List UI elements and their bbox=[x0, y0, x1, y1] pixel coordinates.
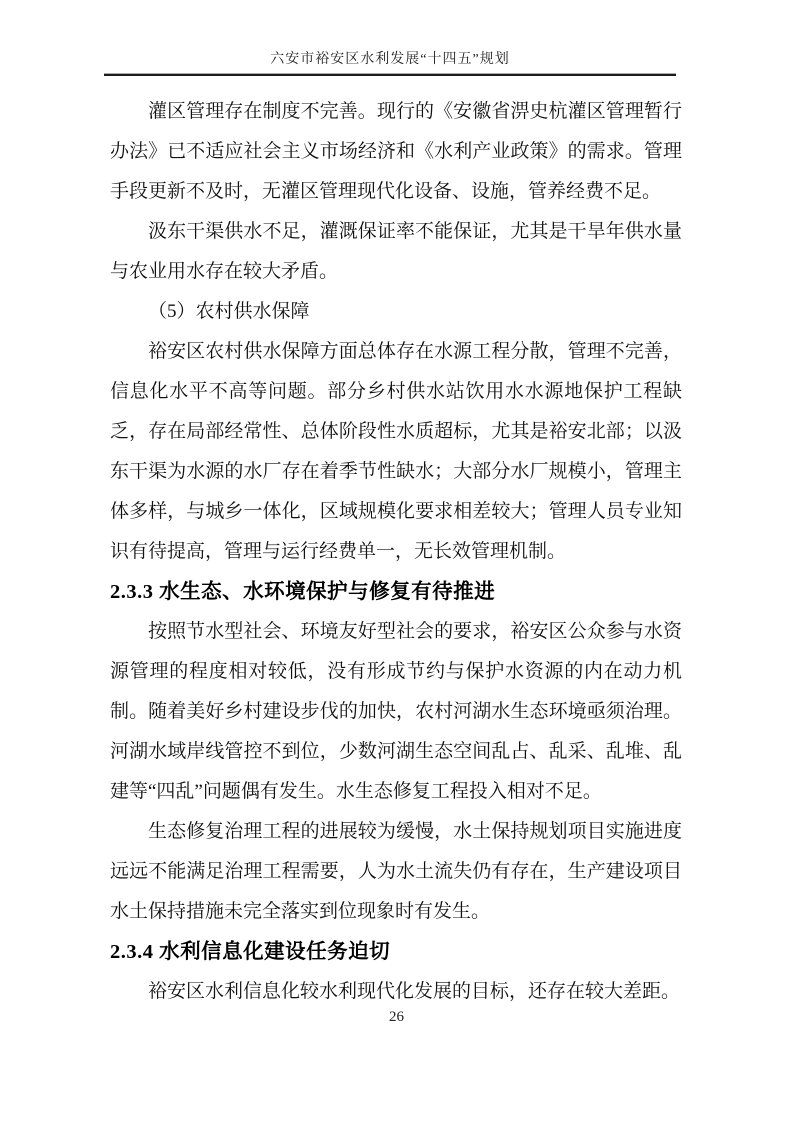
paragraph-rural-water-issues: 裕安区农村供水保障方面总体存在水源工程分散，管理不完善，信息化水平不高等问题。部分乡村供水站饮用水水源地保护工程缺乏，存在局部经常性、总体阶段性水质超标，尤其是裕安北部；以汲东干渠为水源的水厂存在着季节性缺水；大部分水厂规模小，管理主体多样，与城乡一体化，区域规模化要求相差较大；管理人员专业知识有待提高，管理与运行经费单一，无长效管理机制。 bbox=[110, 341, 682, 562]
paragraph-irrigation-management: 灌区管理存在制度不完善。现行的《安徽省淠史杭灌区管理暂行办法》已不适应社会主义市场经济和《水利产业政策》的需求。管理手段更新不及时，无灌区管理现代化设备、设施，管养经费不足。 bbox=[110, 101, 682, 202]
paragraph-water-informatization: 裕安区水利信息化较水利现代化发展的目标，还存在较大差距。 bbox=[148, 981, 681, 1002]
page-header bbox=[104, 48, 676, 76]
section-heading-2-3-4: 2.3.4 水利信息化建设任务迫切 bbox=[110, 941, 391, 963]
page-number: 26 bbox=[389, 1009, 404, 1025]
list-item-rural-water-supply: （5）农村供水保障 bbox=[148, 301, 310, 322]
section-heading-2-3-3: 2.3.3 水生态、水环境保护与修复有待推进 bbox=[110, 581, 496, 603]
header-title: 六安市裕安区水利发展“十四五”规划 bbox=[270, 52, 510, 67]
paragraph-jidong-canal-supply: 汲东干渠供水不足，灌溉保证率不能保证，尤其是干旱年供水量与农业用水存在较大矛盾。 bbox=[110, 221, 682, 282]
header-rule bbox=[104, 73, 676, 76]
paragraph-ecological-restoration: 生态修复治理工程的进展较为缓慢，水土保持规划项目实施进度远远不能满足治理工程需要，人为水土流失仍有存在，生产建设项目水土保持措施未完全落实到位现象时有发生。 bbox=[110, 821, 682, 922]
document-body bbox=[110, 92, 682, 1012]
page-footer bbox=[0, 1008, 793, 1026]
paragraph-water-ecology: 按照节水型社会、环境友好型社会的要求，裕安区公众参与水资源管理的程度相对较低，没有形成节约与保护水资源的内在动力机制。随着美好乡村建设步伐的加快，农村河湖水生态环境亟须治理。河湖水域岸线管控不到位，少数河湖生态空间乱占、乱采、乱堆、乱建等“四乱”问题偶有发生。水生态修复工程投入相对不足。 bbox=[110, 621, 682, 802]
